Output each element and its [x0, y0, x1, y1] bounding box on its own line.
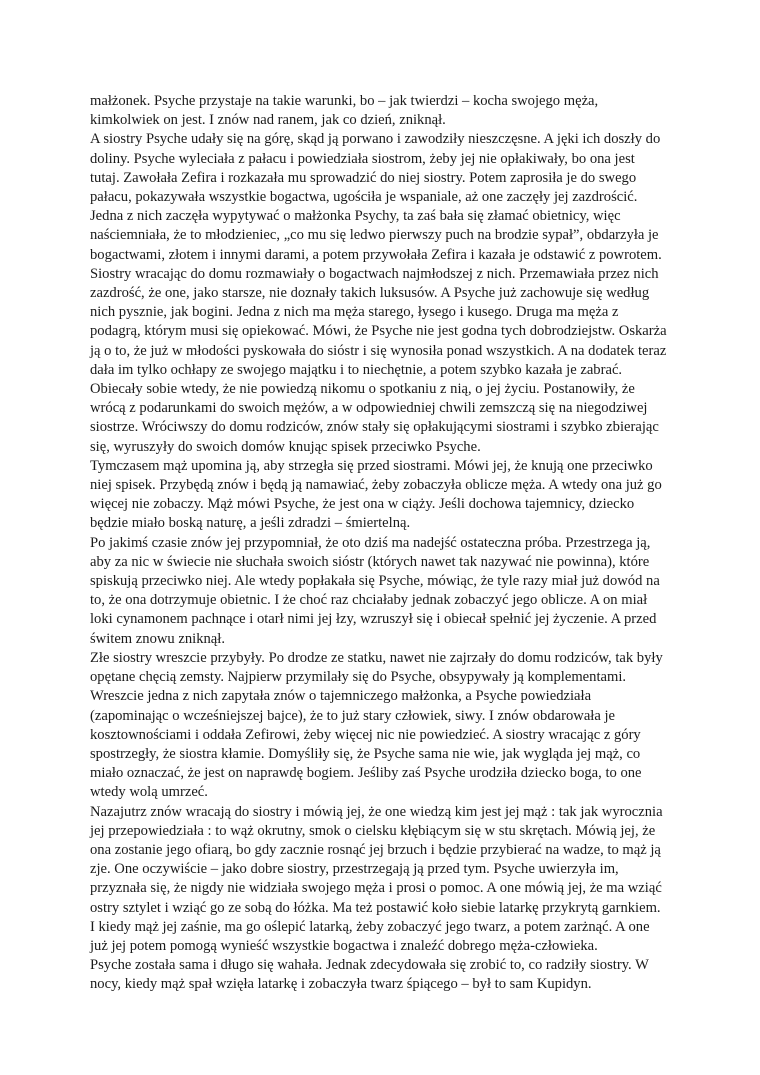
paragraph-6: Złe siostry wreszcie przybyły. Po drodze ze statku, nawet nie zajrzały do domu rodziców, tak były opętane chęcią zemsty. Najpierw przymilały się do Psyche, obsypywały ją komplementami. Wreszcie jedna z nich zapytała znów o tajemniczego małżonka, a Psyche powiedziała (zapominając o wcześniejszej bajce), że to już stary człowiek, siwy. I znów obdarowała je kosztownościami i oddała Zefirowi, żeby więcej nic nie powiedzieć. A siostry wracając z góry spostrzegły, że siostra kłamie. Domyśliły się, że Psyche sama nie wie, jak wygląda jej mąż, co miało oznaczać, że jest on naprawdę bogiem. Jeśliby zaś Psyche urodziła dziecko boga, to one wtedy wolą umrzeć.: [90, 649, 663, 801]
paragraph-7: Nazajutrz znów wracają do siostry i mówią jej, że one wiedzą kim jest jej mąż : tak jak wyrocznia jej przepowiedziała : to wąż okrutny, smok o cielsku kłębiącym się w stu skrętach. Mówią jej, że ona zostanie jego ofiarą, bo gdy zacznie rosnąć jej brzuch i będzie przybierać na wadze, to mąż ją zje. One oczywiście – jako dobre siostry, przestrzegają ją przed tym. Psyche uwierzyła im, przyznała się, że nigdy nie widziała swojego męża i prosi o pomoc. A one mówią jej, że ma wziąć ostry sztylet i wziąć go ze sobą do łóżka. Ma też postawić koło siebie latarkę przykrytą garnkiem. I kiedy mąż jej zaśnie, ma go oślepić latarką, żeby zobaczyć jego twarz, a potem zarżnąć. A one już jej potem pomogą wynieść wszystkie bogactwa i znaleźć dobrego męża-człowieka.: [90, 803, 663, 954]
paragraph-1: małżonek. Psyche przystaje na takie warunki, bo – jak twierdzi – kocha swojego męża, kimkolwiek on jest. I znów nad ranem, jak co dzień, zniknął.: [90, 93, 599, 129]
paragraph-4: Tymczasem mąż upomina ją, aby strzegła się przed siostrami. Mówi jej, że knują one przeciwko niej spisek. Przybędą znów i będą ją namawiać, żeby zobaczyła oblicze męża. A wtedy ona już go więcej nie zobaczy. Mąż mówi Psyche, że jest ona w ciąży. Jeśli dochowa tajemnicy, dziecko będzie miało boską naturę, a jeśli zdradzi – śmiertelną.: [90, 457, 662, 532]
paragraph-8: Psyche została sama i długo się wahała. Jednak zdecydowała się zrobić to, co radziły siostry. W nocy, kiedy mąż spał wzięła latarkę i zobaczyła twarz śpiącego – był to sam Kupidyn.: [90, 957, 649, 993]
paragraph-2: A siostry Psyche udały się na górę, skąd ją porwano i zawodziły nieszczęsne. A jęki ich doszły do doliny. Psyche wyleciała z pałacu i powiedziała siostrom, żeby jej nie opłakiwały, bo ona jest tutaj. Zawołała Zefira i rozkazała mu sprowadzić do niej siostry. Potem zaprosiła je do swego pałacu, pokazywała wszystkie bogactwa, ugościła je wspaniale, aż one zaczęły jej zazdrościć. Jedna z nich zaczęła wypytywać o małżonka Psychy, ta zaś bała się złamać obietnicy, więc naściemniała, że to młodzieniec, „co mu się ledwo pierwszy puch na brodzie sypał”, obdarzyła je bogactwami, złotem i innymi darami, a potem przywołała Zefira i kazała je odstawić z powrotem.: [90, 131, 662, 263]
paragraph-3: Siostry wracając do domu rozmawiały o bogactwach najmłodszej z nich. Przemawiała przez nich zazdrość, że one, jako starsze, nie doznały takich luksusów. A Psyche już zachowuje się według nich pysznie, jak bogini. Jedna z nich ma męża starego, łysego i kusego. Druga ma męża z podagrą, którym musi się opiekować. Mówi, że Psyche nie jest godna tych dobrodziejstw. Oskarża ją o to, że już w młodości pyskowała do sióstr i się wynosiła ponad wszystkich. A na dodatek teraz dała im tylko ochłapy ze swojego majątku i to niechętnie, a potem szybko kazała je zabrać. Obiecały sobie wtedy, że nie powiedzą nikomu o spotkaniu z nią, o jej życiu. Postanowiły, że wrócą z podarunkami do swoich mężów, a w odpowiedniej chwili zemszczą się na niegodziwej siostrze. Wróciwszy do domu rodziców, znów stały się opłakującymi siostrami i szybko zbierając się, wyruszyły do swoich domów knując spisek przeciwko Psyche.: [90, 265, 667, 455]
paragraph-5: Po jakimś czasie znów jej przypomniał, że oto dziś ma nadejść ostateczna próba. Przestrzega ją, aby za nic w świecie nie słuchała swoich sióstr (których nawet tak nazywać nie powinna), które spiskują przeciwko niej. Ale wtedy popłakała się Psyche, mówiąc, że tyle razy miał już dowód na to, że ona dotrzymuje obietnic. I że choć raz chciałaby jednak zobaczyć jego oblicze. A on miał loki cynamonem pachnące i otarł nimi jej łzy, wzruszył się i obiecał spełnić jej życzenie. A przed świtem znowu zniknął.: [90, 534, 660, 647]
document-page: [90, 92, 668, 995]
